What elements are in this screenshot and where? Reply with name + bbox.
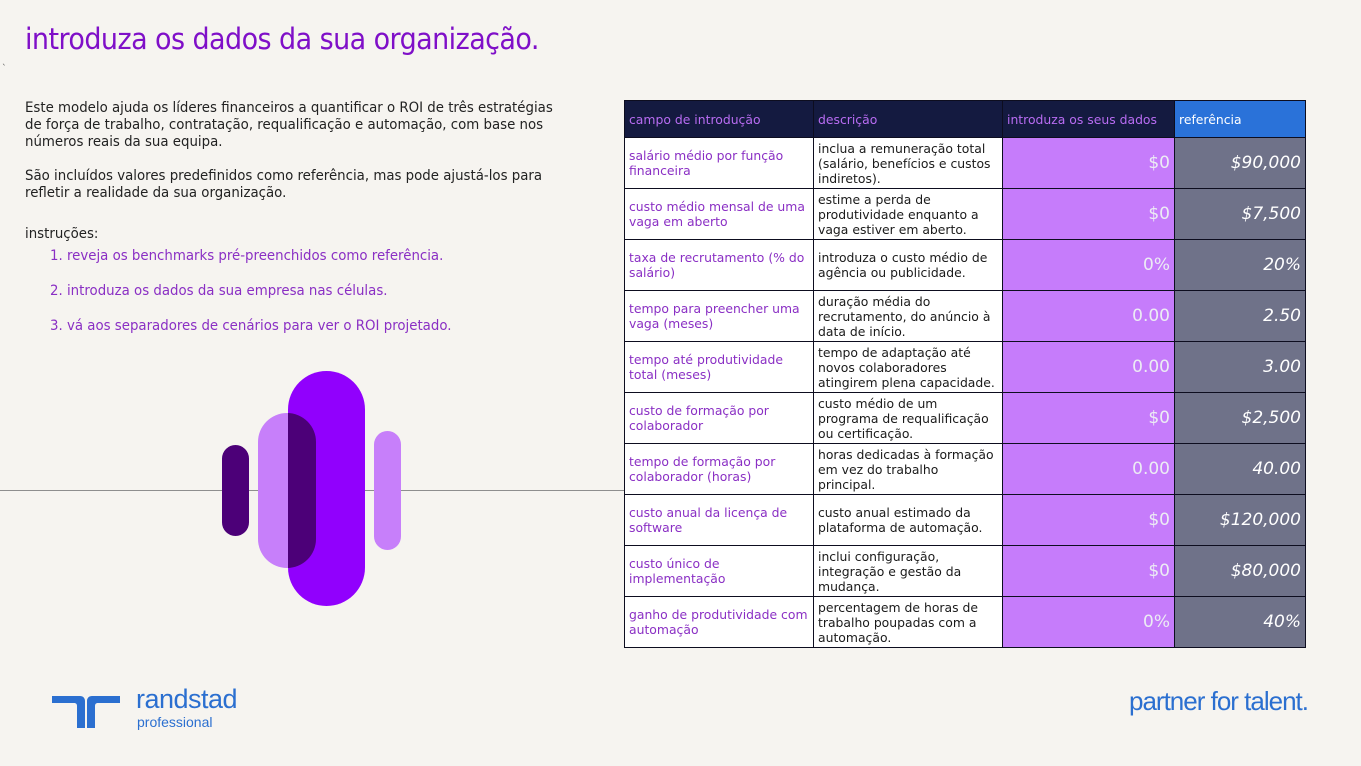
field-description: introduza o custo médio de agência ou publicidade.	[814, 240, 1003, 291]
field-label: custo único de implementação	[625, 546, 814, 597]
field-label: taxa de recrutamento (% do salário)	[625, 240, 814, 291]
instruction-item: 1. reveja os benchmarks pré-preenchidos como referência.	[50, 248, 444, 264]
table-row	[625, 240, 1306, 291]
reference-value: 2.50	[1175, 291, 1306, 342]
reference-value: $7,500	[1175, 189, 1306, 240]
input-cell[interactable]: $0	[1003, 495, 1175, 546]
field-label: salário médio por função financeira	[625, 138, 814, 189]
page-title: introduza os dados da sua organização.	[25, 22, 539, 56]
intro-paragraph-1: Este modelo ajuda os líderes financeiros a quantificar o ROI de três estratégias de força de trabalho, contratação, requalificação e automação, com base nos números reais da sua equipa.	[25, 100, 553, 150]
randstad-logo	[50, 686, 260, 731]
field-description: duração média do recrutamento, do anúncio à data de início.	[814, 291, 1003, 342]
header-description: descrição	[814, 101, 1003, 138]
field-label: custo anual da licença de software	[625, 495, 814, 546]
field-description: inclui configuração, integração e gestão da mudança.	[814, 546, 1003, 597]
reference-value: 40%	[1175, 597, 1306, 648]
field-label: tempo até produtividade total (meses)	[625, 342, 814, 393]
reference-value: $2,500	[1175, 393, 1306, 444]
intro-paragraph-2: São incluídos valores predefinidos como referência, mas pode ajustá-los para refletir a realidade da sua organização.	[25, 168, 543, 201]
logo-name: randstad	[136, 684, 238, 714]
field-label: custo de formação por colaborador	[625, 393, 814, 444]
reference-value: $90,000	[1175, 138, 1306, 189]
table-row	[625, 546, 1306, 597]
input-cell[interactable]: 0.00	[1003, 444, 1175, 495]
table-header-row	[625, 101, 1306, 138]
field-description: custo médio de um programa de requalificação ou certificação.	[814, 393, 1003, 444]
table-row	[625, 138, 1306, 189]
field-description: estime a perda de produtividade enquanto a vaga estiver em aberto.	[814, 189, 1003, 240]
field-description: tempo de adaptação até novos colaboradores atingirem plena capacidade.	[814, 342, 1003, 393]
instruction-item: 2. introduza os dados da sua empresa nas células.	[50, 283, 388, 299]
table-row	[625, 342, 1306, 393]
table-row	[625, 393, 1306, 444]
field-description: custo anual estimado da plataforma de automação.	[814, 495, 1003, 546]
instructions-list	[50, 246, 451, 351]
input-cell[interactable]: 0.00	[1003, 342, 1175, 393]
table-row	[625, 444, 1306, 495]
field-label: custo médio mensal de uma vaga em aberto	[625, 189, 814, 240]
reference-value: 3.00	[1175, 342, 1306, 393]
instruction-item: 3. vá aos separadores de cenários para ver o ROI projetado.	[50, 318, 452, 334]
field-description: inclua a remuneração total (salário, benefícios e custos indiretos).	[814, 138, 1003, 189]
field-description: horas dedicadas à formação em vez do trabalho principal.	[814, 444, 1003, 495]
tagline: partner for talent.	[1129, 686, 1308, 716]
field-label: tempo de formação por colaborador (horas)	[625, 444, 814, 495]
intro-text	[25, 100, 570, 202]
reference-value: $120,000	[1175, 495, 1306, 546]
input-cell[interactable]: 0%	[1003, 597, 1175, 648]
logo-subtitle: professional	[137, 714, 213, 730]
header-reference: referência	[1175, 101, 1306, 138]
input-table	[624, 100, 1306, 648]
input-cell[interactable]: $0	[1003, 546, 1175, 597]
table-row	[625, 597, 1306, 648]
reference-value: 20%	[1175, 240, 1306, 291]
reference-value: 40.00	[1175, 444, 1306, 495]
instructions-label: instruções:	[25, 226, 99, 242]
field-label: ganho de produtividade com automação	[625, 597, 814, 648]
table-row	[625, 291, 1306, 342]
header-field: campo de introdução	[625, 101, 814, 138]
stray-mark: `	[2, 64, 7, 74]
table-row	[625, 495, 1306, 546]
reference-value: $80,000	[1175, 546, 1306, 597]
input-cell[interactable]: $0	[1003, 138, 1175, 189]
input-cell[interactable]: 0.00	[1003, 291, 1175, 342]
header-input: introduza os seus dados	[1003, 101, 1175, 138]
field-label: tempo para preencher uma vaga (meses)	[625, 291, 814, 342]
input-cell[interactable]: 0%	[1003, 240, 1175, 291]
field-description: percentagem de horas de trabalho poupadas com a automação.	[814, 597, 1003, 648]
table-row	[625, 189, 1306, 240]
input-cell[interactable]: $0	[1003, 393, 1175, 444]
input-cell[interactable]: $0	[1003, 189, 1175, 240]
soundwave-graphic-icon	[200, 360, 420, 610]
randstad-mark-icon	[50, 692, 122, 730]
